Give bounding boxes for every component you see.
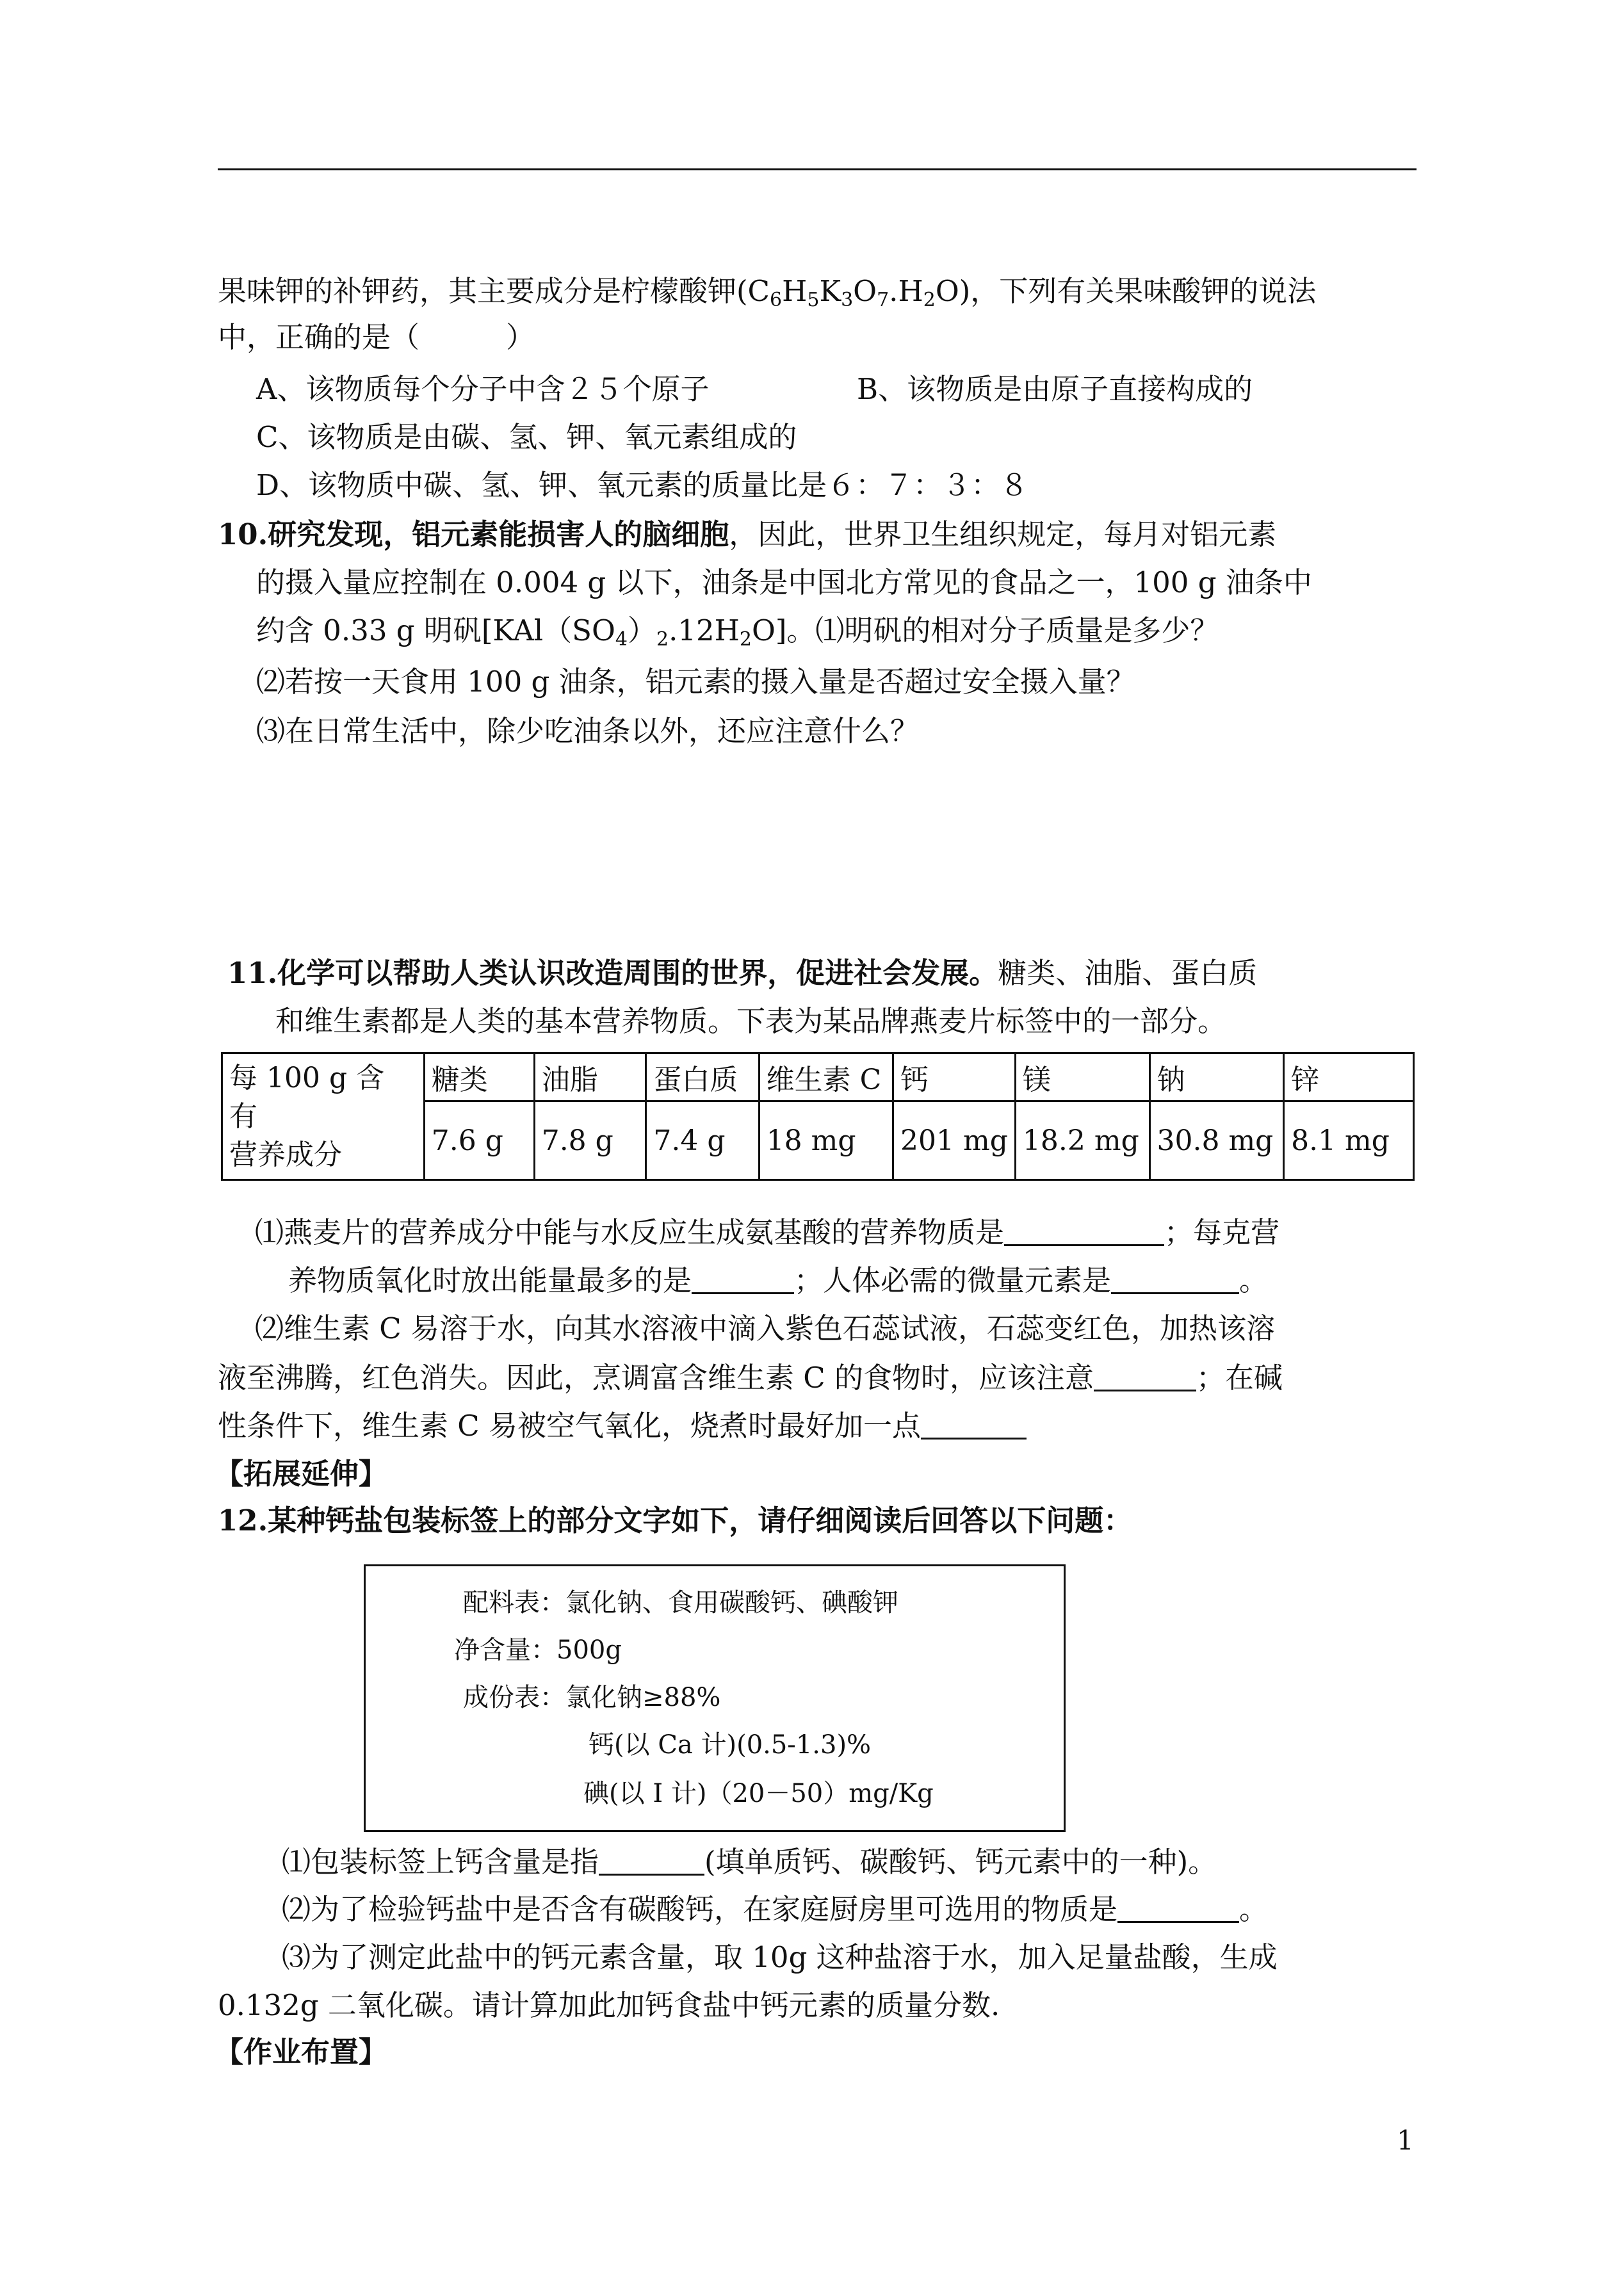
label-ingredients: 配料表：氯化钠、食用碳酸钙、碘酸钾 [463, 1588, 898, 1618]
q10-line-3: 约含 0.33 g 明矾$[KAl(SO_4)_2.12H_2O]$。⑴明矾的相对分子质量是多少？ [256, 613, 1219, 651]
q11-sub2-line-3: 性条件下，维生素 C 易被空气氧化，烧煮时最好加一点 [218, 1407, 1027, 1445]
q10-line-4: ⑵若按一天食用 100 g 油条，铝元素的摄入量是否超过安全摄入量？ [256, 665, 1135, 699]
nutrition-table [221, 1052, 1415, 1181]
q12-sub3-line-2: 0.132g 二氧化碳。请计算加此加钙食盐中钙元素的质量分数. [218, 1988, 1000, 2022]
q11-line-2: 和维生素都是人类的基本营养物质。下表为某品牌燕麦片标签中的一部分。 [275, 1004, 1227, 1038]
table-col-fat: 油脂 [534, 1053, 646, 1101]
section-extension-heading: 【拓展延伸】 [215, 1457, 388, 1491]
table-col-zinc: 锌 [1284, 1053, 1414, 1101]
q10-line-2: 的摄入量应控制在 0.004 g 以下，油条是中国北方常见的食品之一，100 g 油条中 [256, 565, 1312, 599]
table-col-sugar: 糖类 [424, 1053, 534, 1101]
q9-line-2: 中，正确的是（ ） [218, 320, 535, 354]
table-col-magnesium: 镁 [1015, 1053, 1149, 1101]
q9-option-a: A、该物质每个分子中含２５个原子 [256, 372, 710, 406]
table-cell-sugar: 7.6 g [424, 1101, 534, 1180]
answer-blank[interactable] [921, 1409, 1027, 1439]
answer-blank[interactable] [1094, 1361, 1196, 1391]
q11-sub1-line-2: 养物质氧化时放出能量最多的是 ；人体必需的微量元素是 。 [288, 1263, 1269, 1297]
table-col-vitamin-c: 维生素 C [759, 1053, 893, 1101]
q10-line-1: 10.研究发现，铝元素能损害人的脑细胞，因此，世界卫生组织规定，每月对铝元素 [218, 517, 1277, 551]
q12-sub1: ⑴包装标签上钙含量是指 (填单质钙、碳酸钙、钙元素中的一种)。 [282, 1845, 1217, 1879]
header-rule [218, 168, 1417, 170]
table-cell-calcium: 201 mg [893, 1101, 1016, 1180]
q11-sub2-line-2: 液至沸腾，红色消失。因此，烹调富含维生素 C 的食物时，应该注意 ；在碱 [218, 1361, 1283, 1395]
q10-line-5: ⑶在日常生活中，除少吃油条以外，还应注意什么？ [256, 714, 920, 748]
q12-title: 12.某种钙盐包装标签上的部分文字如下，请仔细阅读后回答以下问题： [218, 1504, 1133, 1537]
section-homework-heading: 【作业布置】 [215, 2035, 388, 2069]
table-cell-fat: 7.8 g [534, 1101, 646, 1180]
page-number: 1 [1397, 2125, 1414, 2156]
salt-package-label [364, 1564, 1066, 1832]
table-cell-magnesium: 18.2 mg [1015, 1101, 1149, 1180]
answer-blank[interactable] [1111, 1264, 1239, 1294]
answer-blank[interactable] [692, 1264, 794, 1294]
q9-option-c: C、该物质是由碳、氢、钾、氧元素组成的 [256, 420, 797, 454]
table-col-sodium: 钠 [1149, 1053, 1284, 1101]
answer-blank[interactable] [1004, 1216, 1164, 1246]
table-row-header: 每 100 g 含 有 营养成分 [222, 1053, 425, 1180]
q9-line-1: 果味钾的补钾药，其主要成分是柠檬酸钾$(C_6H_5K_3O_7.H_2O)$，下列有关果味酸钾的说法 [218, 274, 1317, 311]
q12-sub2: ⑵为了检验钙盐中是否含有碳酸钙，在家庭厨房里可选用的物质是 。 [282, 1892, 1269, 1926]
label-iodine: 碘(以 I 计)（20－50）mg/Kg [583, 1779, 934, 1808]
label-calcium: 钙(以 Ca 计)(0.5-1.3)% [589, 1730, 872, 1760]
q9-option-b: B、该物质是由原子直接构成的 [857, 372, 1253, 406]
table-cell-sodium: 30.8 mg [1149, 1101, 1284, 1180]
table-col-protein: 蛋白质 [646, 1053, 759, 1101]
q9-option-d: D、该物质中碳、氢、钾、氧元素的质量比是６：７：３：８ [256, 468, 1029, 502]
q11-sub1-line-1: ⑴燕麦片的营养成分中能与水反应生成氨基酸的营养物质是 ；每克营 [255, 1215, 1280, 1249]
answer-blank[interactable] [1117, 1893, 1239, 1923]
table-header-row [222, 1053, 1414, 1101]
q12-sub3-line-1: ⑶为了测定此盐中的钙元素含量，取 10g 这种盐溶于水，加入足量盐酸，生成 [282, 1940, 1278, 1974]
label-net-weight: 净含量：500g [454, 1635, 622, 1665]
q11-line-1: 11.化学可以帮助人类认识改造周围的世界，促进社会发展。糖类、油脂、蛋白质 [227, 956, 1258, 990]
answer-blank[interactable] [599, 1845, 704, 1876]
table-cell-vitamin-c: 18 mg [759, 1101, 893, 1180]
q11-sub2-line-1: ⑵维生素 C 易溶于水，向其水溶液中滴入紫色石蕊试液，石蕊变红色，加热该溶 [255, 1311, 1276, 1345]
table-cell-protein: 7.4 g [646, 1101, 759, 1180]
label-composition: 成份表：氯化钠≥88% [463, 1683, 721, 1712]
table-col-calcium: 钙 [893, 1053, 1016, 1101]
table-cell-zinc: 8.1 mg [1284, 1101, 1414, 1180]
